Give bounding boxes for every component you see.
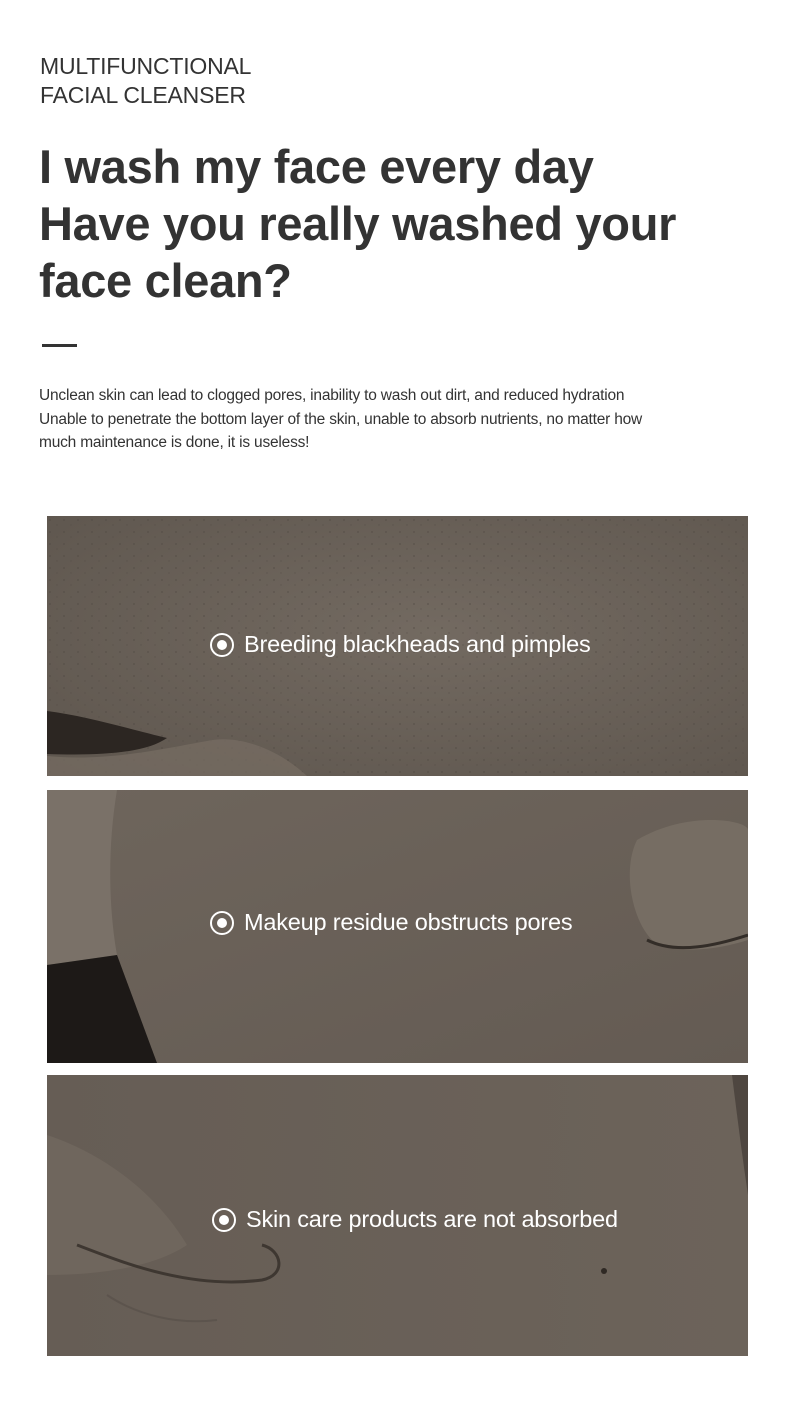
- category-line-2: FACIAL CLEANSER: [40, 82, 246, 108]
- description-line-3: much maintenance is done, it is useless!: [39, 434, 310, 451]
- short-divider: [42, 344, 77, 347]
- description-line-2: Unable to penetrate the bottom layer of the skin, unable to absorb nutrients, no matter how: [39, 410, 643, 428]
- skin-closeup-panel-nose-cheek: [47, 1075, 748, 1356]
- panel-caption-1: [210, 631, 591, 658]
- category-line-1: MULTIFUNCTIONAL: [40, 53, 252, 79]
- radio-dot-icon: [212, 1208, 236, 1232]
- headline-line-1: I wash my face every day: [39, 140, 594, 193]
- caption-text-1: Breeding blackheads and pimples: [244, 631, 591, 657]
- description-paragraph: [39, 384, 739, 455]
- radio-dot-icon: [210, 911, 234, 935]
- caption-text-3: Skin care products are not absorbed: [246, 1206, 618, 1232]
- panel-caption-3: [212, 1206, 618, 1233]
- product-category-label: [40, 52, 251, 110]
- skin-closeup-panel-cheek: [47, 790, 748, 1063]
- caption-text-2: Makeup residue obstructs pores: [244, 909, 573, 935]
- headline-line-2: Have you really washed your: [39, 197, 677, 250]
- radio-dot-icon: [210, 633, 234, 657]
- panel-caption-2: [210, 909, 572, 936]
- headline-line-3: face clean?: [39, 254, 292, 307]
- description-line-1: Unclean skin can lead to clogged pores, inability to wash out dirt, and reduced hydration: [39, 387, 625, 404]
- skin-closeup-panel-nose-pores: [47, 516, 748, 776]
- headline: [39, 138, 759, 309]
